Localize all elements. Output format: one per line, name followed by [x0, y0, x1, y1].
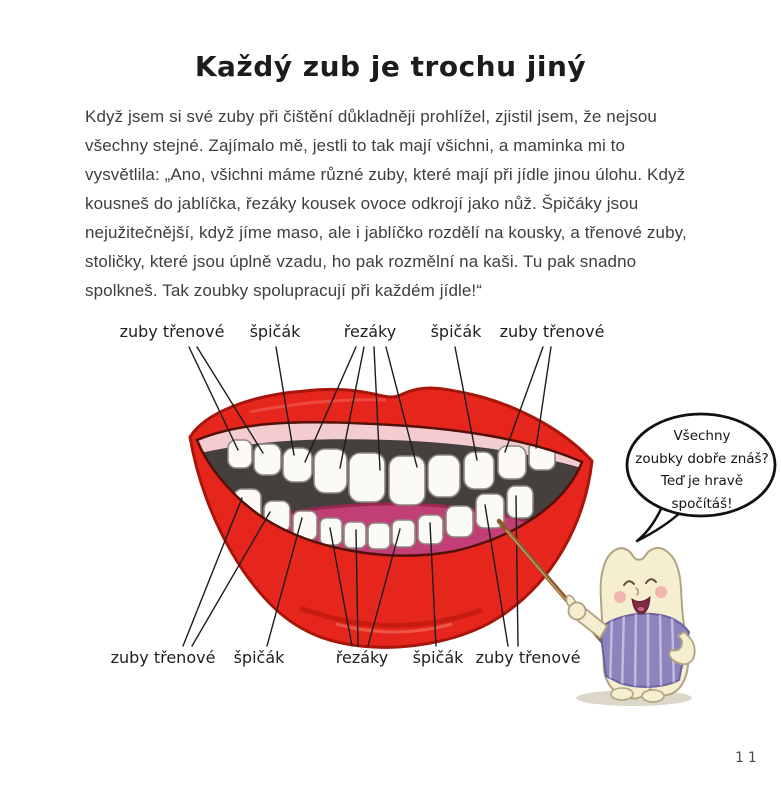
- label-top-canine-right: špičák: [430, 322, 482, 341]
- label-top-canine-left: špičák: [249, 322, 301, 341]
- intro-line: Když jsem si své zuby při čištění důkladněji prohlížel, zjistil jsem, že nejsou: [85, 107, 657, 126]
- upper-molar: [254, 444, 281, 475]
- intro-line: kousneš do jablíčka, řezáky kousek ovoce odkrojí jako nůž. Špičáky jsou: [85, 194, 639, 213]
- label-bottom-incisors: řezáky: [335, 648, 389, 667]
- intro-line: vysvětlila: „Ano, všichni máme různé zuby, které mají při jídle jinou úlohu. Když: [85, 165, 686, 184]
- speech-bubble-line: Teď je hravě: [660, 473, 744, 489]
- speech-bubble-line: zoubky dobře znáš?: [635, 450, 769, 467]
- character-foot: [611, 688, 633, 700]
- tooth-character: [564, 548, 694, 706]
- character-hand-left: [569, 603, 586, 620]
- upper-molar: [228, 440, 252, 468]
- character-tongue: [638, 607, 644, 611]
- mouth-group: [180, 388, 595, 647]
- label-bottom-canine-left: špičák: [233, 648, 285, 667]
- label-top-molars-left: zuby třenové: [119, 322, 225, 341]
- speech-bubble-text: [628, 425, 776, 515]
- intro-line: stoličky, které jsou úplně vzadu, ho pak rozmělní na kaši. Tu pak snadno: [85, 252, 637, 271]
- intro-line: všechny stejné. Zajímalo mě, jestli to tak mají všichni, a maminka mi to: [85, 136, 626, 155]
- intro-line: nejužitečnější, když jíme maso, ale i jablíčko rozdělí na kousky, a třenové zuby,: [85, 223, 687, 242]
- speech-bubble-line: Všechny: [673, 428, 731, 444]
- upper-canine: [464, 452, 494, 489]
- upper-canine: [283, 448, 312, 482]
- label-bottom-molars-left: zuby třenové: [110, 648, 216, 667]
- lower-molar: [446, 506, 473, 537]
- lower-incisor: [368, 523, 390, 549]
- label-bottom-canine-right: špičák: [412, 648, 464, 667]
- blush-left: [614, 591, 626, 603]
- intro-line: spolkneš. Tak zoubky spolupracují při každém jídle!“: [85, 281, 483, 300]
- page-title: Každý zub je trochu jiný: [194, 50, 587, 83]
- character-foot: [642, 690, 664, 702]
- upper-molar: [498, 446, 526, 479]
- page-number: 11: [735, 750, 761, 766]
- lower-incisor: [344, 522, 366, 548]
- upper-incisor: [428, 455, 460, 497]
- lower-molar: [507, 486, 533, 518]
- label-top-molars-right: zuby třenové: [499, 322, 605, 341]
- label-top-incisors: řezáky: [343, 322, 397, 341]
- upper-incisor: [389, 456, 425, 505]
- label-bottom-molars-right: zuby třenové: [475, 648, 581, 667]
- lower-incisor: [392, 520, 415, 547]
- speech-bubble-line: spočítáš!: [671, 495, 733, 512]
- blush-right: [655, 586, 667, 598]
